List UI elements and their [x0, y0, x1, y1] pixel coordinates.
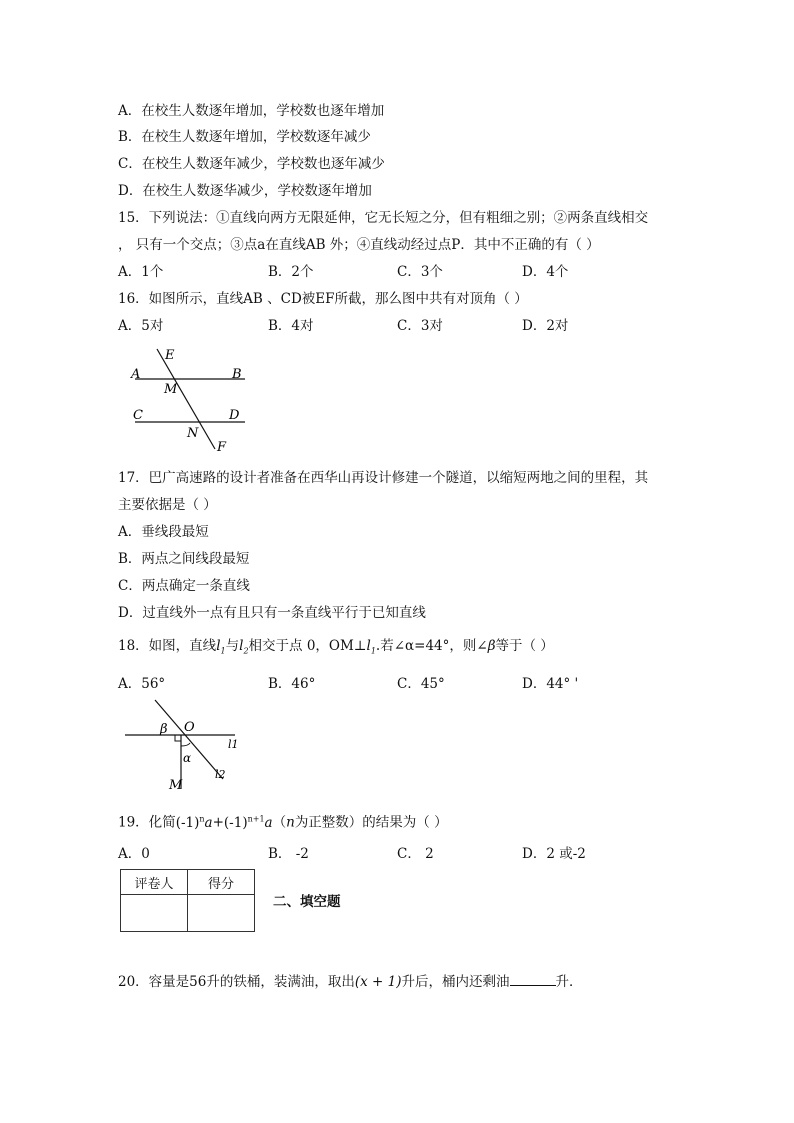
label-d: D [229, 408, 240, 423]
line-ef [157, 349, 215, 449]
label-e: E [165, 348, 175, 363]
label-l2: l2 [215, 768, 226, 781]
q14-option-b: B．在校生人数逐年增加，学校数逐年减少 [118, 129, 371, 145]
score-header: 得分 [188, 870, 255, 895]
l1-symbol-2: $l_1$ [366, 638, 376, 656]
score-table [120, 869, 255, 932]
q15-stem-line2: ， 只有一个交点；③点a在直线AB 外；④直线动经过点P．其中不正确的有（ ） [118, 237, 600, 253]
label-c: C [133, 408, 143, 423]
q18-option-d: D．44° ' [522, 676, 579, 692]
expr-x-plus-1: (x + 1) [354, 974, 402, 990]
label-alpha: α [183, 751, 192, 765]
label-a: A [131, 367, 141, 382]
q15-option-a: A．1个 [118, 264, 164, 280]
q17-stem-line2: 主要依据是（ ） [118, 497, 217, 513]
l2-symbol: $l_2$ [239, 638, 249, 656]
q18-option-a: A．56° [118, 676, 166, 692]
q18-option-c: C．45° [397, 676, 445, 692]
q16-option-b: B．4对 [268, 318, 314, 334]
label-l1: l1 [228, 738, 239, 751]
label-b: B [232, 367, 242, 382]
q20-stem: 20．容量是56升的铁桶，装满油，取出(x + 1)升后，桶内还剩油 升． [118, 974, 583, 990]
grader-header: 评卷人 [121, 870, 188, 895]
q19-option-b: B． -2 [268, 846, 309, 862]
q19-option-d: D．2 或-2 [522, 846, 586, 862]
q17-option-c: C．两点确定一条直线 [118, 578, 250, 594]
label-o: O [184, 720, 195, 735]
label-n: N [187, 426, 199, 441]
q18-figure [122, 697, 252, 795]
label-m: M [164, 382, 178, 397]
q16-option-a: A．5对 [118, 318, 164, 334]
q15-stem-line1: 15．下列说法：①直线向两方无限延伸，它无长短之分，但有粗细之别；②两条直线相交 [118, 210, 649, 226]
q17-option-a: A．垂线段最短 [118, 524, 209, 540]
label-m: M [169, 778, 183, 793]
answer-blank[interactable] [510, 973, 556, 986]
q15-option-d: D．4个 [522, 264, 569, 280]
label-beta: β [160, 722, 168, 737]
expr-neg1-pow-n1: $(-1)^{n+1}a$ [223, 814, 273, 831]
q19-option-a: A．0 [118, 846, 150, 862]
q17-option-d: D．过直线外一点有且只有一条直线平行于已知直线 [118, 605, 426, 621]
q15-option-c: C．3个 [397, 264, 443, 280]
line-l2 [155, 700, 223, 779]
expr-neg1-pow-n: $(-1)^na$ [175, 814, 213, 831]
q16-stem: 16．如图所示，直线AB 、CD被EF所截，那么图中共有对顶角（ ） [118, 291, 528, 307]
q16-option-d: D．2对 [522, 318, 569, 334]
q17-stem-line1: 17．巴广高速路的设计者准备在西华山再设计修建一个隧道，以缩短两地之间的里程，其 [118, 470, 649, 486]
q16-figure [125, 345, 255, 457]
section-title: 二、填空题 [273, 894, 341, 910]
label-f: F [217, 440, 227, 455]
score-cell[interactable] [188, 895, 255, 932]
q14-option-d: D．在校生人数逐华减少，学校数逐年增加 [118, 183, 372, 199]
q16-option-c: C．3对 [397, 318, 443, 334]
grader-cell[interactable] [121, 895, 188, 932]
q14-option-c: C．在校生人数逐年减少，学校数也逐年减少 [118, 156, 385, 172]
q17-option-b: B．两点之间线段最短 [118, 551, 250, 567]
q15-option-b: B．2个 [268, 264, 314, 280]
alpha-arc [181, 743, 190, 746]
beta-symbol: β [487, 638, 496, 654]
q18-stem: 18．如图，直线$l_1$与$l_2$相交于点 0，$OM\perp l_1$.若∠α=44°，则∠β等于（ ） [118, 638, 554, 656]
q14-option-a: A．在校生人数逐年增加，学校数也逐年增加 [118, 103, 385, 119]
q19-option-c: C． 2 [397, 846, 434, 862]
q18-option-b: B．46° [268, 676, 316, 692]
l1-symbol: $l_1$ [216, 638, 226, 656]
right-angle-mark [175, 735, 181, 741]
q19-stem: 19．化简$(-1)^na+(-1)^{n+1}a(n$为正整数）的结果为（ ） [118, 814, 448, 831]
